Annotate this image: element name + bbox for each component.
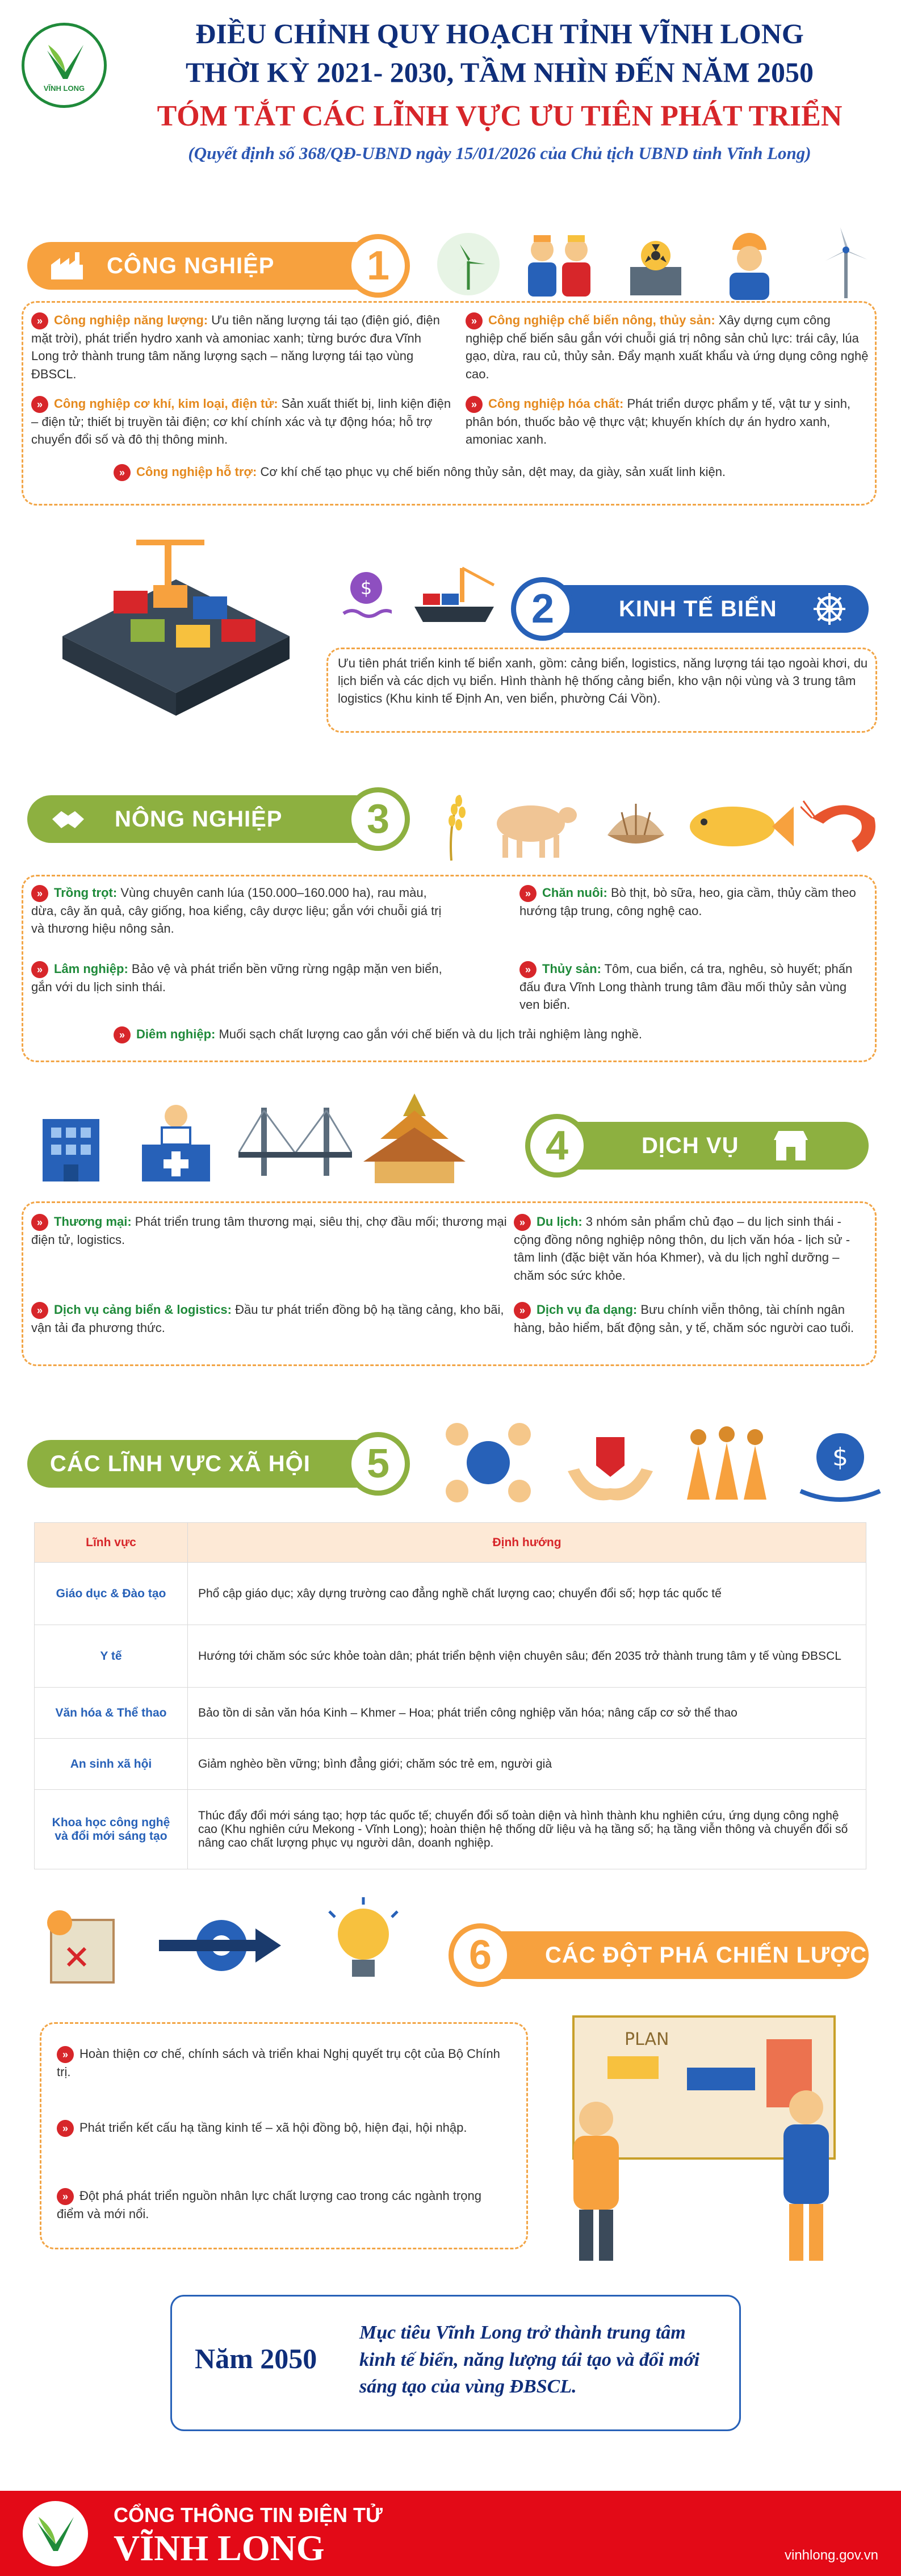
cow-icon — [483, 792, 579, 861]
s1-item-processing: » Công nghiệp chế biến nông, thủy sản: Xây dựng cụm công nghiệp chế biến sâu gắn với chuỗi giá trị nông sản chủ lực: trái cây, lúa gạo, dừa, rau củ, thủy sản. Đẩy mạnh xuất khẩu và ứng dụng công nghệ cao. — [466, 313, 869, 381]
care-hands-icon — [562, 1414, 659, 1511]
bullet-icon: » — [31, 885, 48, 902]
bullet-icon: » — [514, 1302, 531, 1319]
bullet-icon: » — [31, 312, 48, 329]
s2-text: Ưu tiên phát triển kinh tế biển xanh, gồm: cảng biển, logistics, năng lượng tái tạo ngoài khơi, du lịch biển và các dịch vụ biển. Hình thành hệ thống cảng biển, kho vận nội vùng và 3 trung tâm logistics (Khu kinh tế Định An, ven biển, phường Cái Vồn). — [338, 656, 868, 706]
chemical-icon — [619, 227, 693, 301]
footer-brand: VĨNH LONG — [114, 2528, 325, 2568]
section-2-title: KINH TẾ BIỂN — [619, 596, 777, 621]
s3-item-fishery: » Thủy sản: Tôm, cua biển, cá tra, nghêu, sò huyết; phấn đấu đưa Vĩnh Long thành trung tâm đầu mối thủy sản vùng ven biển. — [519, 962, 853, 1012]
strategy-board-icon — [34, 1903, 125, 1988]
section-3-title: NÔNG NGHIỆP — [115, 806, 283, 832]
bridge-icon — [238, 1102, 352, 1181]
factory-icon — [50, 251, 84, 281]
table-header-sector: Lĩnh vực — [35, 1523, 188, 1563]
s1-item-chemical: » Công nghiệp hóa chất: Phát triển dược phẩm y tế, vật tư y sinh, phân bón, thuốc bảo vệ thực vật; khuyến khích dự án hydro xanh, amoniac xanh. — [466, 396, 851, 447]
section-3-banner — [27, 795, 379, 843]
gear-arrow-icon — [159, 1900, 284, 1991]
engineers-icon — [517, 227, 602, 301]
logo-leaf-icon — [33, 2511, 78, 2557]
section-4-title: DỊCH VỤ — [642, 1133, 739, 1158]
section-6-number: 6 — [449, 1923, 512, 1987]
section-5-number: 5 — [346, 1432, 410, 1496]
rice-icon — [426, 790, 477, 863]
s3-item-salt: » Diêm nghiệp: Muối sạch chất lượng cao gắn với chế biến và du lịch trải nghiệm làng nghề. — [114, 1025, 852, 1043]
bullet-icon: » — [114, 464, 131, 481]
goal-year: Năm 2050 — [195, 2343, 317, 2374]
section-4-number: 4 — [525, 1114, 589, 1178]
s1-item-energy: » Công nghiệp năng lượng: Ưu tiên năng lượng tái tạo (điện gió, điện mặt trời), phát triển hydro xanh và amoniac xanh; từng bước đưa Vĩnh Long trở thành trung tâm năng lượng sạch – năng lượng tái tạo vùng ĐBSCL. — [31, 313, 440, 381]
table-row: Y tế Hướng tới chăm sóc sức khỏe toàn dân; phát triển bệnh viện chuyên sâu; đến 2035 trở thành trung tâm y tế vùng ĐBSCL — [35, 1625, 866, 1688]
s6-item-infrastructure: » Phát triển kết cấu hạ tầng kinh tế – xã hội đồng bộ, hiện đại, hội nhập. — [57, 2119, 511, 2137]
bullet-icon: » — [31, 396, 48, 413]
footer-logo — [23, 2501, 88, 2566]
plan-label: PLAN — [625, 2030, 669, 2049]
building-icon — [28, 1099, 114, 1184]
footer — [0, 2491, 901, 2576]
pagoda-icon — [358, 1093, 471, 1184]
bullet-icon: » — [519, 961, 537, 978]
title-line-1: ĐIỀU CHỈNH QUY HOẠCH TỈNH VĨNH LONG — [195, 18, 804, 49]
bullet-icon: » — [114, 1026, 131, 1043]
wind-energy-icon — [437, 233, 500, 295]
s6-item-institutions: » Hoàn thiện cơ chế, chính sách và triển khai Nghị quyết trụ cột của Bộ Chính trị. — [57, 2047, 500, 2080]
section-2-number: 2 — [511, 577, 575, 641]
planning-team-illustration — [539, 2005, 880, 2266]
table-row: An sinh xã hội Giảm nghèo bền vững; bình đẳng giới; chăm sóc trẻ em, người già — [35, 1739, 866, 1790]
logo-leaf-icon — [43, 39, 88, 85]
s6-item-human-resources: » Đột phá phát triển nguồn nhân lực chất lượng cao trong các ngành trọng điểm và mới nổi. — [57, 2189, 482, 2222]
section-5-title: CÁC LĨNH VỰC XÃ HỘI — [50, 1451, 311, 1476]
bullet-icon: » — [519, 885, 537, 902]
clam-icon — [602, 795, 670, 858]
section-1-number: 1 — [346, 234, 410, 298]
bullet-icon: » — [466, 396, 483, 413]
bullet-icon: » — [57, 2046, 74, 2063]
logo-text: VĨNH LONG — [43, 84, 85, 93]
s4-item-tourism: » Du lịch: 3 nhóm sản phẩm chủ đạo – du lịch sinh thái - cộng đồng nông nghiệp nông thôn, du lịch văn hóa - lịch sử - tâm linh (đặc biệt văn hóa Khmer), và du lịch nghỉ dưỡng – chăm sóc sức khỏe. — [514, 1214, 850, 1283]
section-3-number: 3 — [346, 787, 410, 851]
svg-text:$: $ — [832, 1443, 848, 1472]
s4-item-services: » Dịch vụ đa dạng: Bưu chính viễn thông, tài chính ngân hàng, bảo hiểm, bất động sản, y tế, chăm sóc người cao tuổi. — [514, 1302, 854, 1335]
ship-wheel-icon — [811, 591, 848, 627]
goal-box — [170, 2295, 741, 2431]
s4-item-logistics: » Dịch vụ cảng biển & logistics: Đầu tư phát triển đồng bộ hạ tầng cảng, kho bãi, vận tải đa phương thức. — [31, 1302, 504, 1335]
s1-item-support: » Công nghiệp hỗ trợ: Cơ khí chế tạo phục vụ chế biến nông thủy sản, dệt may, da giày, sản xuất linh kiện. — [114, 463, 852, 481]
cultural-dance-icon — [676, 1414, 778, 1511]
bullet-icon: » — [466, 312, 483, 329]
bullet-icon: » — [31, 1302, 48, 1319]
shrimp-icon — [801, 795, 886, 863]
table-row: Giáo dục & Đào tạo Phổ cập giáo dục; xây dựng trường cao đẳng nghề chất lượng cao; chuyển đổi số; hợp tác quốc tế — [35, 1563, 866, 1625]
port-illustration — [51, 523, 301, 727]
worker-icon — [710, 227, 789, 301]
title-line-2: THỜI KỲ 2021- 2030, TẦM NHÌN ĐẾN NĂM 2050 — [185, 56, 814, 88]
footer-portal-label: CỔNG THÔNG TIN ĐIỆN TỬ — [114, 2503, 383, 2527]
section-1-title: CÔNG NGHIỆP — [107, 253, 275, 278]
svg-text:$: $ — [360, 577, 372, 599]
bullet-icon: » — [57, 2188, 74, 2205]
table-row: Khoa học công nghệ và đổi mới sáng tạo Thúc đẩy đổi mới sáng tạo; hợp tác quốc tế; chuyển đổi số toàn diện và hình thành khu nghiên cứu, ứng dụng công nghệ cao (Khu nghiên cứu Mekong - Vĩnh Long); hoàn thiện hệ thống dữ liệu và hạ tầng số; hạ tầng viễn thông và chuyển đổi số nâng cao chất lượng phục vụ người dân, doanh nghiệp. — [35, 1790, 866, 1869]
s3-item-crops: » Trồng trọt: Vùng chuyên canh lúa (150.000–160.000 ha), rau màu, dừa, cây ăn quả, cây giống, hoa kiểng, cây dược liệu; gắn với chuỗi giá trị và thương hiệu nông sản. — [31, 886, 442, 936]
s1-item-mechanical: » Công nghiệp cơ khí, kim loại, điện tử: Sản xuất thiết bị, linh kiện điện – điện tử; thiết bị truyền tải điện; cơ khí chính xác và tự động hóa; hỗ trợ chuyển đổi số và đô thị thông minh. — [31, 396, 451, 447]
bullet-icon: » — [514, 1214, 531, 1231]
section-6-title: CÁC ĐỘT PHÁ CHIẾN LƯỢC — [545, 1942, 868, 1968]
bullet-icon: » — [31, 1214, 48, 1231]
table-row: Văn hóa & Thể thao Bảo tồn di sản văn hóa Kinh – Khmer – Hoa; phát triển công nghiệp văn hóa; nâng cấp cơ sở thể thao — [35, 1688, 866, 1739]
shop-icon — [773, 1129, 809, 1163]
goal-text: Mục tiêu Vĩnh Long trở thành trung tâm kinh tế biển, năng lượng tái tạo và đổi mới sáng tạo của vùng ĐBSCL. — [359, 2322, 700, 2398]
province-logo — [22, 23, 107, 108]
s3-item-forestry: » Lâm nghiệp: Bảo vệ và phát triển bền vững rừng ngập mặn ven biển, gắn với du lịch sinh thái. — [31, 962, 442, 995]
footer-url-link[interactable]: vinhlong.gov.vn — [785, 2548, 878, 2563]
section-1-banner — [27, 242, 379, 290]
bullet-icon: » — [57, 2120, 74, 2137]
handshake-icon — [50, 804, 86, 834]
idea-bulb-icon — [318, 1894, 409, 1991]
social-sectors-table — [34, 1522, 866, 1869]
title-line-3: TÓM TẮT CÁC LĨNH VỰC ƯU TIÊN PHÁT TRIỂN — [157, 100, 843, 132]
table-header-direction: Định hướng — [188, 1523, 866, 1563]
section-5-banner — [27, 1440, 402, 1488]
finance-protection-icon — [795, 1417, 886, 1508]
community-icon — [437, 1414, 539, 1511]
fish-icon — [681, 792, 795, 861]
pharmacy-icon — [136, 1099, 216, 1184]
money-wave-icon — [341, 568, 392, 625]
bullet-icon: » — [31, 961, 48, 978]
cargo-ship-icon — [409, 562, 500, 631]
s3-item-livestock: » Chăn nuôi: Bò thịt, bò sữa, heo, gia cầm, thủy cầm theo hướng tập trung, công nghệ cao. — [519, 886, 856, 918]
wind-turbine-icon — [806, 224, 886, 301]
section-6-banner — [460, 1931, 869, 1979]
section-2-banner — [539, 585, 869, 633]
decision-subtitle: (Quyết định số 368/QĐ-UBND ngày 15/01/2026 của Chủ tịch UBND tỉnh Vĩnh Long) — [188, 143, 811, 163]
s4-item-trade: » Thương mại: Phát triển trung tâm thương mại, siêu thị, chợ đầu mối; thương mại điện tử, logistics. — [31, 1214, 507, 1247]
